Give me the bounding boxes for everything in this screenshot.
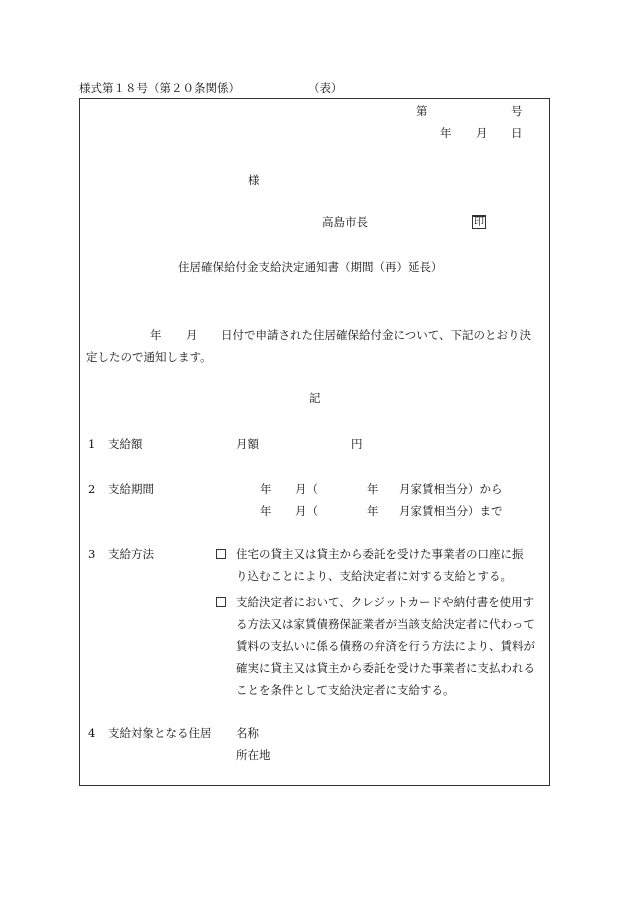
item2-row2-rest: 月家賃相当分）まで <box>399 504 503 518</box>
option2-line: ことを条件として支給決定者に支給する。 <box>236 683 455 697</box>
side-label: （表） <box>308 81 343 95</box>
option1-line: り込むことにより、支給決定者に対する支給とする。 <box>236 569 512 583</box>
option2-line: る方法又は家賃債務保証業者が当該支給決定者に代わって <box>236 617 535 631</box>
option2-line: 確実に貸主又は貸主から委託を受けた事業者に支払われる <box>236 661 535 675</box>
residence-name-label: 名称 <box>236 726 259 740</box>
doc-number-go: 号 <box>511 104 523 118</box>
item2-row1-year2: 年 <box>367 482 379 496</box>
doc-number-dai: 第 <box>416 104 428 118</box>
date-month: 月 <box>476 126 488 140</box>
item2-row2-year: 年 <box>260 504 272 518</box>
item1-yen: 円 <box>351 437 363 451</box>
item3-number: 3 <box>88 547 96 561</box>
document-title: 住居確保給付金支給決定通知書（期間（再）延長） <box>178 260 443 274</box>
item2-row2-month: 月（ <box>295 504 318 518</box>
option1-line: 住宅の貸主又は貸主から委託を受けた事業者の口座に振 <box>236 547 524 561</box>
payment-option1-checkbox[interactable] <box>216 549 226 559</box>
item1-label: 支給額 <box>108 437 143 451</box>
payment-option2-checkbox[interactable] <box>216 597 226 607</box>
issuer-name: 高島市長 <box>322 215 368 229</box>
ki-heading: 記 <box>309 391 321 405</box>
intro-month: 月 <box>186 328 198 342</box>
item1-monthly: 月額 <box>236 437 259 451</box>
residence-address-label: 所在地 <box>236 748 271 762</box>
item1-number: 1 <box>88 437 96 451</box>
item4-label: 支給対象となる住居 <box>108 726 212 740</box>
item2-label: 支給期間 <box>108 482 154 496</box>
option2-line: 賃料の支払いに係る債務の弁済を行う方法により、賃料が <box>236 639 535 653</box>
seal-label: 印 <box>474 216 484 228</box>
seal-stamp <box>472 215 486 229</box>
payment-option2-text <box>236 591 535 701</box>
item2-number: 2 <box>88 482 96 496</box>
intro-year: 年 <box>150 328 162 342</box>
item2-row1-rest: 月家賃相当分）から <box>399 482 503 496</box>
intro-line2: 定したので通知します。 <box>86 350 212 364</box>
item2-row1-year: 年 <box>260 482 272 496</box>
payment-option1-text <box>236 543 524 587</box>
form-number: 様式第１８号（第２０条関係） <box>79 81 240 95</box>
intro-line1: 日付で申請された住居確保給付金について、下記のとおり決 <box>221 328 532 342</box>
item4-number: 4 <box>88 726 96 740</box>
option2-line: 支給決定者において、クレジットカードや納付書を使用す <box>236 595 535 609</box>
date-day: 日 <box>511 126 523 140</box>
addressee-sama: 様 <box>248 173 260 187</box>
item2-row2-year2: 年 <box>367 504 379 518</box>
date-year: 年 <box>440 126 452 140</box>
item2-row1-month: 月（ <box>295 482 318 496</box>
item3-label: 支給方法 <box>108 547 154 561</box>
